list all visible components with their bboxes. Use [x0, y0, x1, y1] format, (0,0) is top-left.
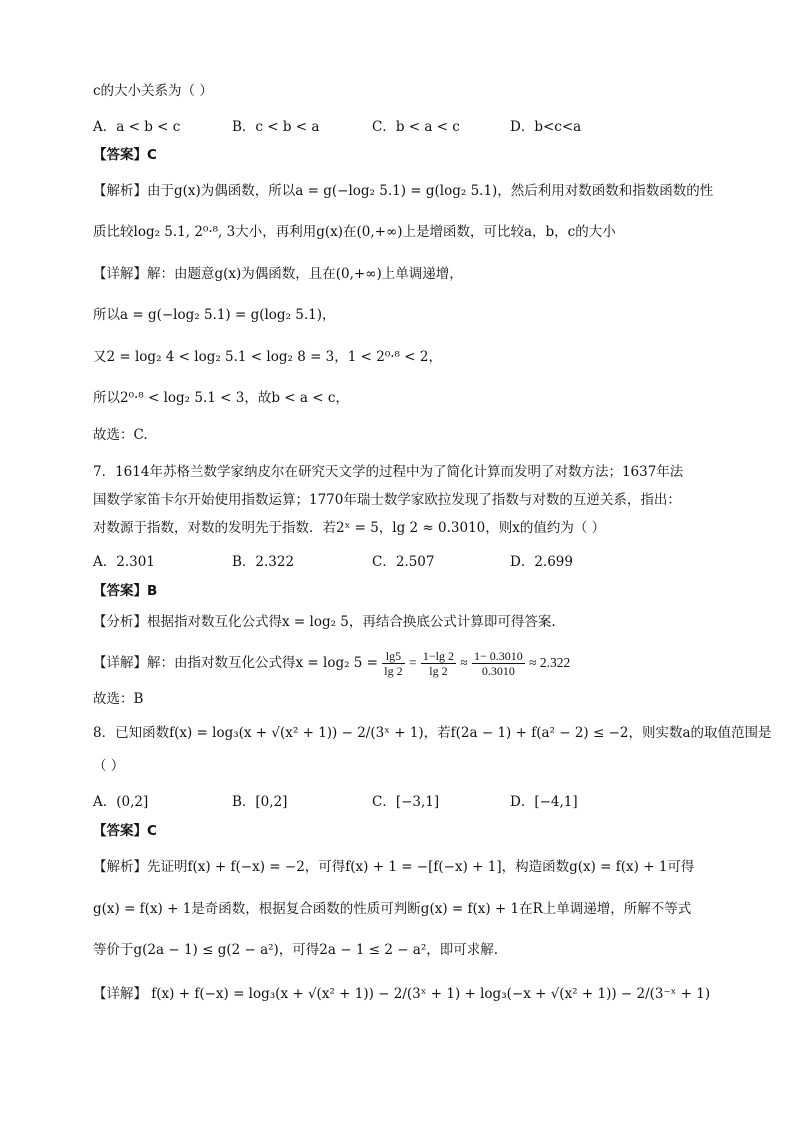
q8-analysis-line1: 【解析】先证明f(x) + f(−x) = −2，可得f(x) + 1 = −[f(−x) + 1]，构造函数g(x) = f(x) + 1可得: [93, 859, 695, 875]
q7-detail-prefix: 【详解】解：由指对数互化公式得x = log₂ 5 =: [93, 655, 378, 671]
q8-option-d: D．[−4,1]: [510, 794, 578, 810]
q6-option-b: B．c < b < a: [232, 119, 320, 135]
q7-fraction-1-den: lg 2: [384, 664, 403, 678]
q7-fraction-3-den: 0.3010: [481, 664, 515, 678]
q6-detail-line1: 【详解】解：由题意g(x)为偶函数，且在(0,+∞)上单调递增，: [93, 266, 463, 282]
q7-analysis: 【分析】根据指对数互化公式得x = log₂ 5，再结合换底公式计算即可得答案.: [93, 614, 556, 630]
q7-option-c: C．2.507: [372, 554, 435, 570]
q6-analysis-line1: 【解析】由于g(x)为偶函数，所以a = g(−log₂ 5.1) = g(log₂ 5.1)，然后利用对数函数和指数函数的性: [93, 183, 714, 199]
q7-stem-line2: 国数学家笛卡尔开始使用指数运算；1770年瑞士数学家欧拉发现了指数与对数的互逆关系，指出：: [93, 492, 681, 508]
q7-fraction-1: [382, 649, 404, 678]
q6-option-a: A．a < b < c: [93, 119, 181, 135]
q6-answer: 【答案】C: [93, 147, 157, 163]
q6-option-c: C．b < a < c: [372, 119, 460, 135]
q7-answer: 【答案】B: [93, 583, 158, 599]
q6-detail-line3: 又2 = log₂ 4 < log₂ 5.1 < log₂ 8 = 3，1 < 2⁰·⁸ < 2，: [93, 349, 442, 365]
q8-option-b: B．[0,2]: [232, 794, 288, 810]
q7-fraction-3-num: 1− 0.3010: [473, 649, 523, 663]
q7-option-a: A．2.301: [93, 554, 155, 570]
q7-option-d: D．2.699: [510, 554, 573, 570]
q7-fraction-2: [421, 649, 456, 678]
q7-detail: 【详解】解：由指对数互化公式得x = log₂ 5 = $\frac{\lg 5}{\lg 2}$ = $\frac{1-\lg 2}{\lg 2}$ ≈ $\frac{1- 0.3010}{0.3010}$ ≈ 2.322: [93, 649, 571, 678]
q6-detail-line4: 所以2⁰·⁸ < log₂ 5.1 < 3，故b < a < c，: [93, 390, 349, 406]
q6-choose: 故选：C.: [93, 427, 148, 443]
q6-analysis-line2: 质比较log₂ 5.1, 2⁰·⁸, 3大小，再利用g(x)在(0,+∞)上是增函数，可比较a，b，c的大小: [93, 224, 616, 240]
q7-stem-line3: 对数源于指数，对数的发明先于指数．若2ˣ = 5，lg 2 ≈ 0.3010，则x的值约为（ ）: [93, 520, 606, 536]
q8-option-a: A．(0,2]: [93, 794, 149, 810]
q7-fraction-3: [472, 649, 525, 678]
q8-analysis-line2: g(x) = f(x) + 1是奇函数，根据复合函数的性质可判断g(x) = f(x) + 1在R上单调递增，所解不等式: [93, 901, 692, 917]
q8-analysis-line3: 等价于g(2a − 1) ≤ g(2 − a²)，可得2a − 1 ≤ 2 − a²，即可求解.: [93, 942, 499, 958]
q7-stem-line1: 7．1614年苏格兰数学家纳皮尔在研究天文学的过程中为了简化计算而发明了对数方法；1637年法: [93, 464, 684, 480]
q6-stem-tail: c的大小关系为（ ）: [93, 83, 213, 99]
q8-option-c: C．[−3,1]: [372, 794, 440, 810]
q8-answer: 【答案】C: [93, 823, 157, 839]
q7-choose: 故选：B: [93, 691, 144, 707]
q8-stem-line2: （ ）: [93, 758, 125, 774]
q6-option-d: D．b<c<a: [510, 119, 582, 135]
q7-fraction-2-den: lg 2: [429, 664, 448, 678]
q7-fraction-2-num: 1−lg 2: [422, 649, 454, 663]
q7-fraction-1-num: lg5: [382, 649, 404, 664]
q8-stem-line1: 8．已知函数f(x) = log₃(x + √(x² + 1)) − 2/(3ˣ + 1)，若f(2a − 1) + f(a² − 2) ≤ −2，则实数a的取值范围是: [93, 725, 772, 741]
q8-detail: 【详解】 f(x) + f(−x) = log₃(x + √(x² + 1)) − 2/(3ˣ + 1) + log₃(−x + √(x² + 1)) − 2/(3⁻ˣ + 1): [93, 986, 711, 1002]
q7-detail-result: ≈ 2.322: [529, 655, 571, 670]
q6-detail-line2: 所以a = g(−log₂ 5.1) = g(log₂ 5.1)，: [93, 307, 336, 323]
q7-option-b: B．2.322: [232, 554, 295, 570]
